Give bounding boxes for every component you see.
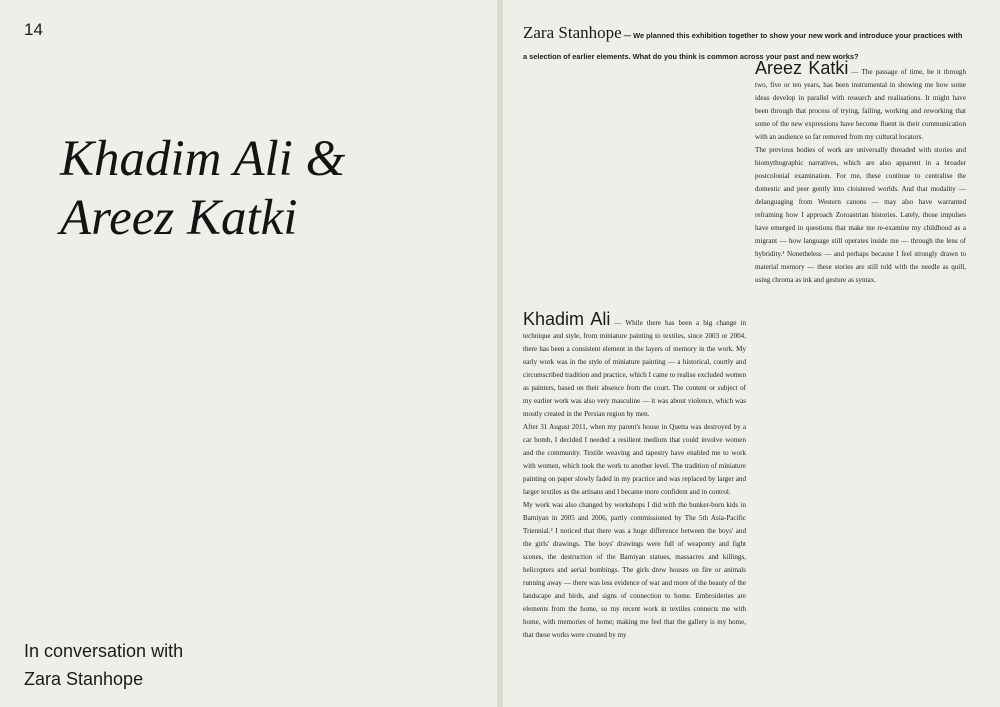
answer-areez-paragraph-2: The previous bodies of work are universally threaded with stories and biomythographic narratives, which are also apparent in a broader postcolonial examination. For me, these continue to centralise the domestic and peer gently into cloistered worlds. And that modality — delanguaging from Western canons — may also have warranted reframing how I approach Zoroastrian histories. Lately, those impulses have emerged in questions that make me re-examine my childhood as a migrant — how language still operates inside me — through the lens of hybridity.¹ Nonetheless — and perhaps because I feel strongly drawn to material memory — these stories are still told with the needle as quill, using chroma as ink and gesture as syntax. [755, 146, 966, 284]
answer-khadim-speaker: Khadim Ali [523, 309, 611, 329]
conversation-line-2: Zara Stanhope [24, 669, 144, 689]
answer-khadim-paragraph-3: My work was also changed by workshops I did with the bunker-born kids in Bamiyan in 2005 and 2006, partly commissioned by The 5th Asia-Pacific Triennial.² I noticed that there was a huge difference between the boys' and the girls' drawings. The boys' drawings were full of weaponry and fight scenes, the destruction of the Bamiyan statues, massacres and killings, helicopters and aerial bombings. The girls drew houses on fire or animals running away — there was less evidence of war and more of the beauty of the landscape and birds, and signs of connection to home. Embroideries are elements from the home, so my recent work in textiles connects me with home, with memories of home; making me feel that the gallery is my home, that these works were created by my [523, 501, 746, 639]
left-page [0, 0, 497, 707]
title-line-1: Khadim Ali & [60, 131, 346, 187]
interview-question [523, 22, 963, 67]
answer-khadim-paragraph-1 [523, 309, 746, 421]
conversation-line-1: In conversation with [24, 641, 184, 661]
answer-areez [755, 58, 966, 287]
title-line-2: Areez Katki [60, 190, 298, 246]
answer-khadim-text-1: — While there has been a big change in technique and style, from miniature painting to textiles, since 2003 or 2004, there has been a consistent element in the layers of memory in the work. My early work was in the style of miniature painting — a historical, courtly and circumscribed tradition and practice, which I came to realise excluded women as painters, based on their absence from the court. The content or subject of my earlier work was also very masculine — it was about violence, which was mostly created in the Persian region by men. [523, 319, 746, 418]
answer-khadim [523, 309, 746, 642]
conversation-credit [24, 637, 183, 693]
answer-areez-paragraph-1 [755, 58, 966, 144]
page-number: 14 [24, 20, 43, 39]
answer-areez-speaker: Areez Katki [755, 58, 849, 78]
question-text: — We planned this exhibition together to show your new work and introduce your practices with a selection of earlier elements. What do you think is common across your past and new works? [523, 31, 963, 61]
answer-khadim-paragraph-2: After 31 August 2011, when my parent's house in Quetta was destroyed by a car bomb, I decided I needed a resilient medium that could involve women and the community. Textile weaving and tapestry have enabled me to work with women, which took the work to another level. The tradition of miniature painting on paper slowly faded in my practice and was replaced by larger and larger textiles as the artisans and I became more confident and in control. [523, 423, 746, 496]
answer-areez-text-1: — The passage of time, be it through two, five or ten years, has been instrumental in showing me how some ideas develop in parallel with research and realisations. It might have been through that process of trying, failing, working and reworking that some of the new expressions have become fluent in their communication with an audience so far removed from my cultural locators. [755, 68, 966, 141]
question-speaker: Zara Stanhope [523, 23, 622, 42]
page-title [60, 130, 345, 248]
